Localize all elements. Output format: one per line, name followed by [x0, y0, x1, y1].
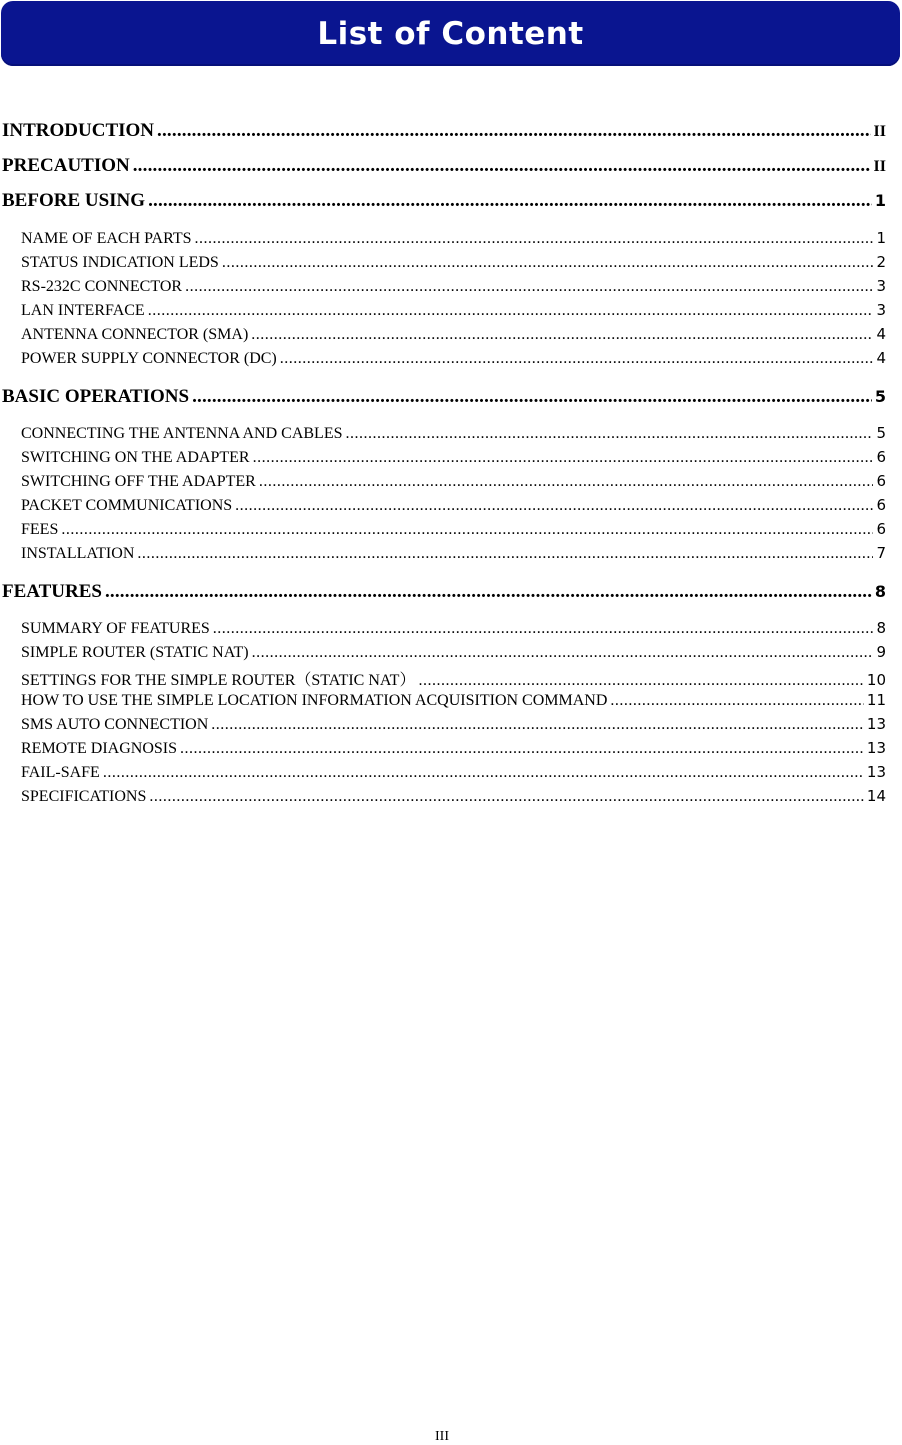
toc-entry-switching-on[interactable] — [21, 448, 886, 467]
dot-leader — [185, 278, 873, 296]
toc-entry-fees[interactable] — [21, 520, 886, 539]
toc-entry-before-using[interactable] — [2, 190, 886, 212]
toc-entry-introduction[interactable] — [2, 120, 886, 142]
toc-page-number: 13 — [866, 715, 886, 733]
dot-leader — [103, 764, 864, 782]
dot-leader — [418, 672, 863, 690]
toc-entry-connecting-antenna[interactable] — [21, 424, 886, 443]
toc-entry-label: PACKET COMMUNICATIONS — [21, 497, 233, 514]
dot-leader — [610, 692, 864, 710]
toc-page-number: 11 — [866, 691, 886, 709]
toc-entry-label: POWER SUPPLY CONNECTOR (DC) — [21, 350, 277, 367]
toc-entry-summary-of-features[interactable] — [21, 619, 886, 638]
toc-page-number: 1 — [876, 229, 886, 247]
toc-entry-label: HOW TO USE THE SIMPLE LOCATION INFORMATION ACQUISITION COMMAND — [21, 692, 608, 709]
footer-page-number: III — [435, 1429, 449, 1444]
toc-entry-label: SWITCHING ON THE ADAPTER — [21, 449, 250, 466]
toc-entry-label: ANTENNA CONNECTOR (SMA) — [21, 326, 249, 343]
toc-entry-label: INTRODUCTION — [2, 120, 155, 141]
dot-leader — [235, 497, 873, 515]
dot-leader — [194, 230, 873, 248]
toc-entry-basic-operations[interactable] — [2, 386, 886, 408]
dot-leader — [137, 545, 873, 563]
dot-leader — [213, 620, 874, 638]
dot-leader — [253, 449, 874, 467]
toc-page-number: II — [873, 123, 886, 140]
toc-page-number: 6 — [876, 448, 886, 466]
toc-entry-label: SIMPLE ROUTER (STATIC NAT) — [21, 644, 249, 661]
toc-entry-features[interactable] — [2, 581, 886, 603]
toc-page-number: 6 — [876, 496, 886, 514]
toc-entry-label: FEATURES — [2, 581, 102, 602]
toc-entry-remote-diagnosis[interactable] — [21, 739, 886, 758]
toc-entry-precaution[interactable] — [2, 155, 886, 177]
toc-page-number: 3 — [876, 277, 886, 295]
title-banner — [1, 1, 900, 66]
dot-leader — [211, 716, 864, 734]
toc-entry-packet-communications[interactable] — [21, 496, 886, 515]
toc-entry-rs232c-connector[interactable] — [21, 277, 886, 296]
toc-entry-label: NAME OF EACH PARTS — [21, 230, 192, 247]
dot-leader — [149, 788, 864, 806]
toc-entry-label: FEES — [21, 521, 59, 538]
toc-entry-label: BEFORE USING — [2, 190, 146, 211]
dot-leader — [148, 190, 872, 212]
dot-leader — [157, 120, 871, 142]
dot-leader — [345, 425, 873, 443]
dot-leader — [148, 302, 874, 320]
dot-leader — [105, 581, 872, 603]
toc-page-number: 6 — [876, 520, 886, 538]
toc-entry-name-of-each-parts[interactable] — [21, 229, 886, 248]
toc-entry-label: STATUS INDICATION LEDS — [21, 254, 219, 271]
toc-entry-installation[interactable] — [21, 544, 886, 563]
toc-entry-location-command[interactable] — [21, 691, 886, 710]
toc-page-number: 7 — [876, 544, 886, 562]
toc-entry-label: FAIL-SAFE — [21, 764, 100, 781]
dot-leader — [280, 350, 874, 368]
dot-leader — [192, 386, 872, 408]
toc-entry-label: INSTALLATION — [21, 545, 135, 562]
toc-page-number: 1 — [874, 191, 886, 210]
dot-leader — [133, 155, 871, 177]
toc-page-number: II — [873, 158, 886, 175]
toc-entry-label: RS-232C CONNECTOR — [21, 278, 183, 295]
toc-entry-switching-off[interactable] — [21, 472, 886, 491]
dot-leader — [251, 326, 873, 344]
toc-entry-label: SETTINGS FOR THE SIMPLE ROUTER（STATIC NAT） — [21, 672, 416, 689]
toc-entry-label: SPECIFICATIONS — [21, 788, 147, 805]
toc-page-number: 14 — [866, 787, 886, 805]
toc-entry-label: LAN INTERFACE — [21, 302, 145, 319]
toc-page-number: 13 — [866, 739, 886, 757]
toc-page-number: 2 — [876, 253, 886, 271]
toc-page-number: 5 — [876, 424, 886, 442]
toc-entry-label: PRECAUTION — [2, 155, 130, 176]
dot-leader — [180, 740, 864, 758]
dot-leader — [61, 521, 873, 539]
toc-entry-simple-router[interactable] — [21, 643, 886, 662]
toc-page-number: 4 — [876, 325, 886, 343]
page-title: List of Content — [317, 15, 584, 52]
toc-page-number: 9 — [876, 643, 886, 661]
toc-page-number: 3 — [876, 301, 886, 319]
toc-entry-label: CONNECTING THE ANTENNA AND CABLES — [21, 425, 343, 442]
toc-entry-label: BASIC OPERATIONS — [2, 386, 190, 407]
dot-leader — [222, 254, 874, 272]
toc-entry-specifications[interactable] — [21, 787, 886, 806]
toc-entry-label: REMOTE DIAGNOSIS — [21, 740, 177, 757]
toc-entry-label: SUMMARY OF FEATURES — [21, 620, 210, 637]
toc-entry-status-indication-leds[interactable] — [21, 253, 886, 272]
toc-entry-antenna-connector[interactable] — [21, 325, 886, 344]
toc-entry-label: SWITCHING OFF THE ADAPTER — [21, 473, 256, 490]
toc-page-number: 13 — [866, 763, 886, 781]
dot-leader — [252, 644, 874, 662]
toc-page-number: 5 — [874, 387, 886, 406]
toc-page-number: 6 — [876, 472, 886, 490]
toc-page-number: 4 — [876, 349, 886, 367]
toc-entry-lan-interface[interactable] — [21, 301, 886, 320]
toc-entry-fail-safe[interactable] — [21, 763, 886, 782]
toc-entry-power-supply-connector[interactable] — [21, 349, 886, 368]
toc-entry-label: SMS AUTO CONNECTION — [21, 716, 209, 733]
dot-leader — [259, 473, 874, 491]
toc-page-number: 10 — [866, 671, 886, 689]
toc-page-number: 8 — [876, 619, 886, 637]
toc-entry-sms-auto-connection[interactable] — [21, 715, 886, 734]
toc-entry-settings-simple-router[interactable] — [21, 667, 886, 690]
toc-page-number: 8 — [874, 582, 886, 601]
